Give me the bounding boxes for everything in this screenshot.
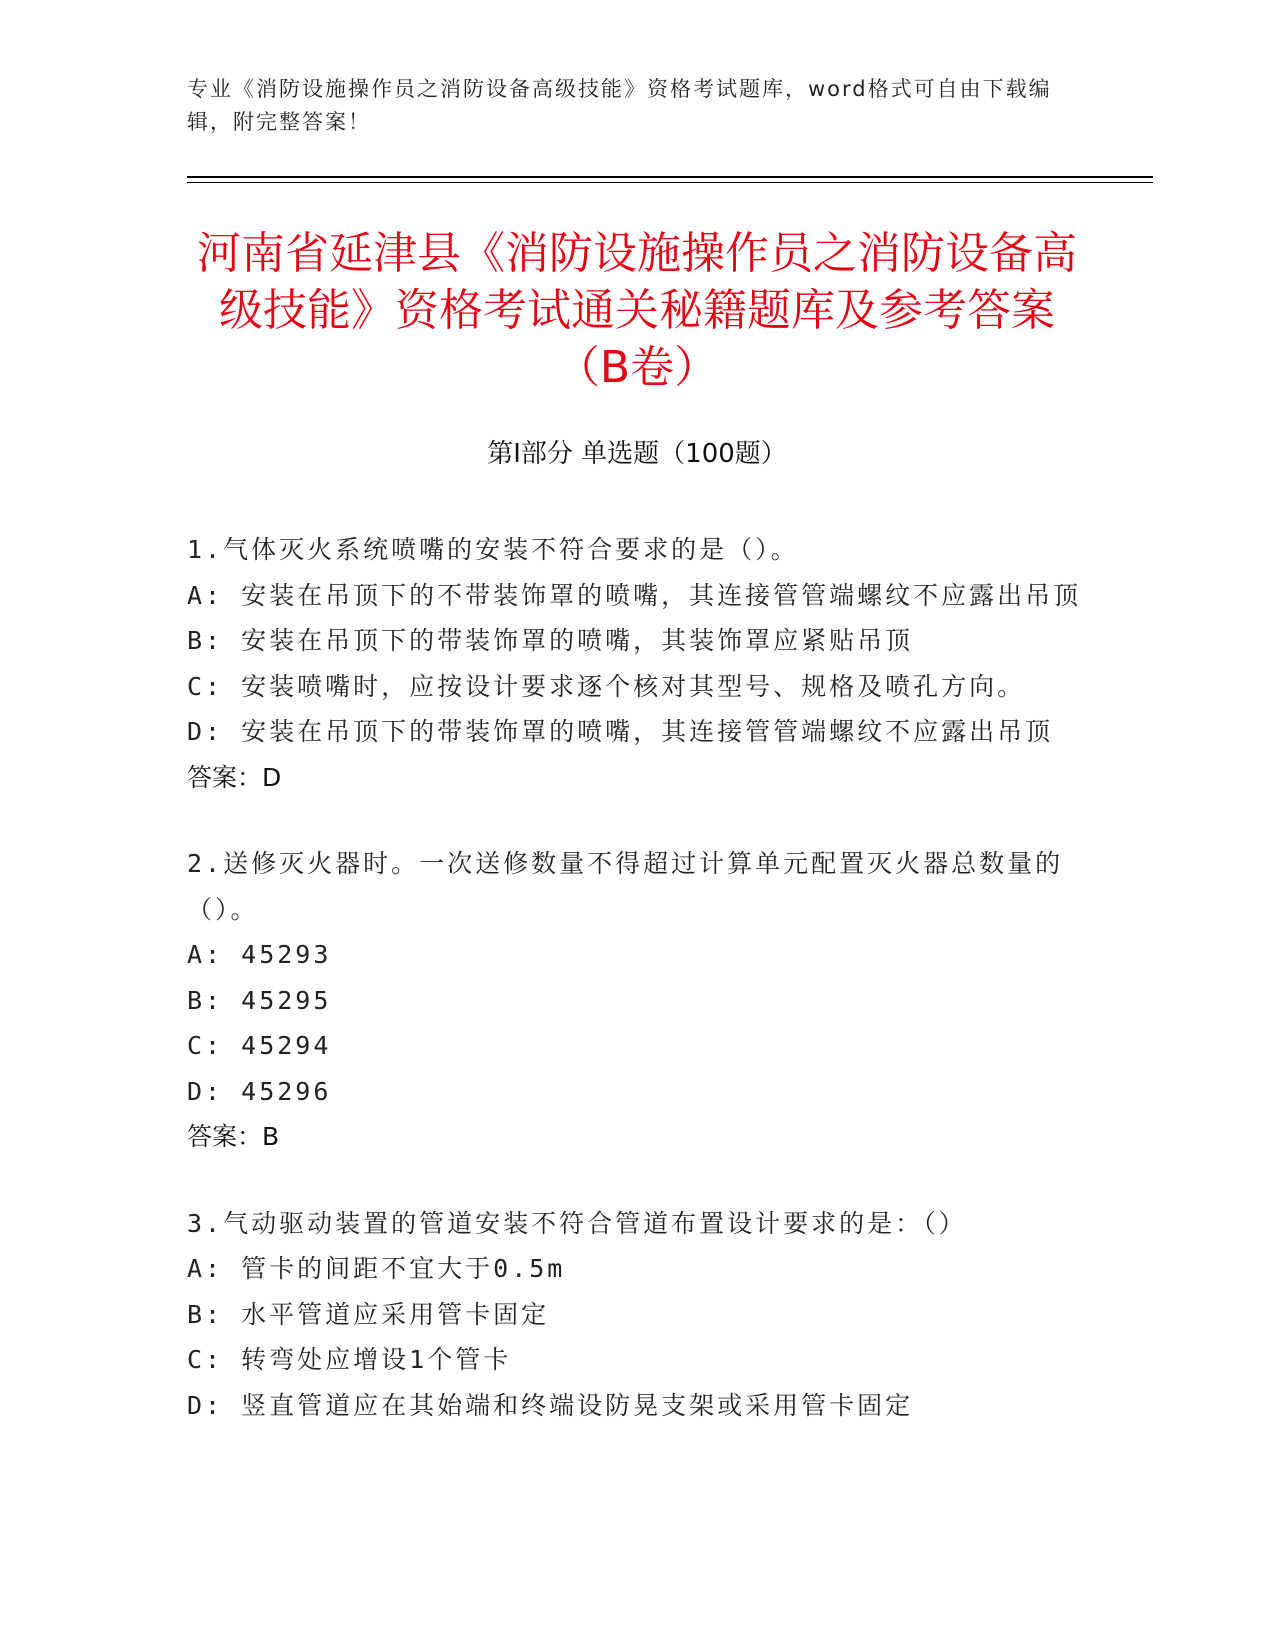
option-a: A: 安装在吊顶下的不带装饰罩的喷嘴，其连接管管端螺纹不应露出吊顶 [187,580,1082,610]
option-b: B: 45295 [187,985,332,1015]
header-divider-thick [187,176,1153,178]
option-d: D: 安装在吊顶下的带装饰罩的喷嘴，其连接管管端螺纹不应露出吊顶 [187,717,1054,746]
option-d: D: 45296 [187,1076,332,1106]
question-stem: 1.气体灭火系统喷嘴的安装不符合要求的是（）。 [187,535,799,564]
question-stem: 2.送修灭火器时。一次送修数量不得超过计算单元配置灭火器总数量的（）。 [187,849,1064,924]
question-list [187,527,1087,1469]
option-d: D: 竖直管道应在其始端和终端设防晃支架或采用管卡固定 [187,1390,914,1420]
answer-line: 答案：D [187,762,282,792]
document-title: 河南省延津县《消防设施操作员之消防设备高级技能》资格考试通关秘籍题库及参考答案（B卷） [197,228,1077,393]
question-3 [187,1201,1087,1429]
section-heading: 第Ⅰ部分 单选题（100题） [487,439,787,469]
header-note: 专业《消防设施操作员之消防设备高级技能》资格考试题库，word格式可自由下载编辑，附完整答案！ [187,77,1052,134]
option-c: C: 45294 [187,1031,332,1060]
option-b: B: 水平管道应采用管卡固定 [187,1299,550,1329]
option-c: C: 转弯处应增设1个管卡 [187,1345,512,1374]
question-2 [187,841,1087,1160]
question-1 [187,527,1087,800]
question-stem: 3.气动驱动装置的管道安装不符合管道布置设计要求的是：（） [187,1208,967,1238]
option-c: C: 安装喷嘴时，应按设计要求逐个核对其型号、规格及喷孔方向。 [187,671,1026,701]
option-a: A: 45293 [187,940,332,969]
option-b: B: 安装在吊顶下的带装饰罩的喷嘴，其装饰罩应紧贴吊顶 [187,626,914,655]
option-a: A: 管卡的间距不宜大于0.5m [187,1254,566,1283]
answer-line: 答案：B [187,1122,280,1151]
header-divider-thin [187,182,1153,183]
